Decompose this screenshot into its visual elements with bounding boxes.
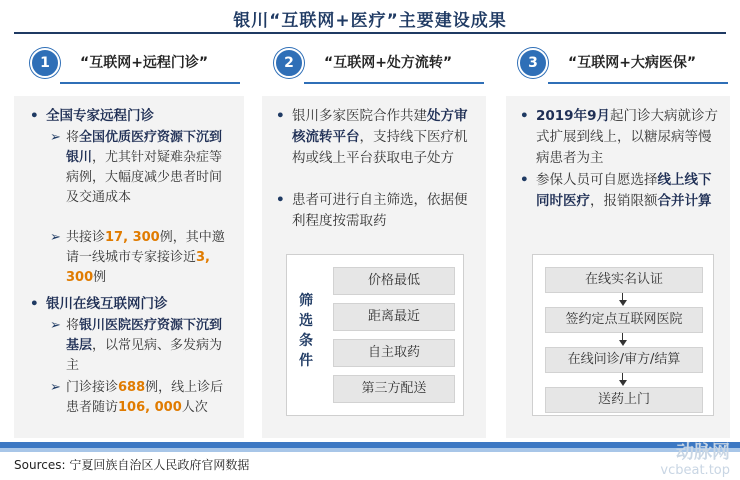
column-rule-2 <box>304 82 484 84</box>
sub-online-stats: ➢ 门诊接诊688例，线上诊后患者随访106, 000人次 <box>50 380 224 415</box>
title-divider <box>14 32 726 34</box>
column-heading-1: “互联网+远程门诊” <box>80 55 209 71</box>
footer-band-light <box>0 448 740 452</box>
column-header-3 <box>518 48 728 78</box>
bullet-dot-icon: • <box>276 192 285 208</box>
sources-note: Sources: 宁夏回族自治区人民政府官网数据 <box>14 458 250 472</box>
sub-online-resources: ➢ 将银川医院医疗资源下沉到基层，以常见病、多发病为主 <box>50 318 223 373</box>
filter-item: 自主取药 <box>333 339 455 367</box>
sub-remote-resources: ➢ 将全国优质医疗资源下沉到银川，尤其针对疑难杂症等病例，大幅度减少患者时间及交通成本 <box>50 130 223 205</box>
bullet-online-clinic: • 银川在线互联网门诊 <box>30 294 230 315</box>
bullet-prescription-platform: • 银川多家医院合作共建处方审核流转平台，支持线下医疗机构或线上平台获取电子处方 <box>276 108 468 166</box>
bullet-dot-icon: • <box>30 108 39 124</box>
arrow-down-icon <box>619 380 627 386</box>
bullet-dot-icon: • <box>520 172 529 188</box>
step-number-2: 2 <box>274 48 304 78</box>
column-rule-1 <box>60 82 240 84</box>
flow-step: 签约定点互联网医院 <box>545 307 703 333</box>
filter-item: 第三方配送 <box>333 375 455 403</box>
arrow-down-icon <box>619 300 627 306</box>
column-heading-2: “互联网+处方流转” <box>324 55 453 71</box>
process-flow-box <box>532 254 714 416</box>
column-header-2 <box>274 48 484 78</box>
filter-item: 距离最近 <box>333 303 455 331</box>
bullet-remote-clinic: • 全国专家远程门诊 <box>30 106 230 127</box>
flow-step: 在线实名认证 <box>545 267 703 293</box>
step-number-1: 1 <box>30 48 60 78</box>
flow-step: 送药上门 <box>545 387 703 413</box>
arrow-down-icon <box>619 340 627 346</box>
page-title: 银川“互联网+医疗”主要建设成果 <box>233 11 507 31</box>
filter-conditions-box <box>286 254 464 416</box>
bullet-patient-choice: • 患者可进行自主筛选，依据便利程度按需取药 <box>276 192 468 229</box>
watermark-logo: 动脉网 vcbeat.top <box>660 442 730 478</box>
column-heading-3: “互联网+大病医保” <box>568 55 697 71</box>
filter-item: 价格最低 <box>333 267 455 295</box>
column-header-1 <box>30 48 240 78</box>
bullet-insurance-online: • 2019年9月起门诊大病就诊方式扩展到线上，以糖尿病等慢病患者为主 <box>520 108 718 166</box>
filter-label: 筛选条件 <box>299 293 313 369</box>
bullet-dot-icon: • <box>30 296 39 312</box>
bullet-dot-icon: • <box>520 108 529 124</box>
step-number-3: 3 <box>518 48 548 78</box>
arrow-icon: ➢ <box>50 130 61 145</box>
sub-remote-stats: ➢ 共接诊17, 300例，其中邀请一线城市专家接诊近3, 300例 <box>50 230 225 285</box>
flow-step: 在线问诊/审方/结算 <box>545 347 703 373</box>
arrow-icon: ➢ <box>50 230 61 245</box>
arrow-icon: ➢ <box>50 318 61 333</box>
bullet-insurance-choice: • 参保人员可自愿选择线上线下同时医疗，报销限额合并计算 <box>520 172 712 209</box>
arrow-icon: ➢ <box>50 380 61 395</box>
bullet-dot-icon: • <box>276 108 285 124</box>
column-rule-3 <box>548 82 728 84</box>
